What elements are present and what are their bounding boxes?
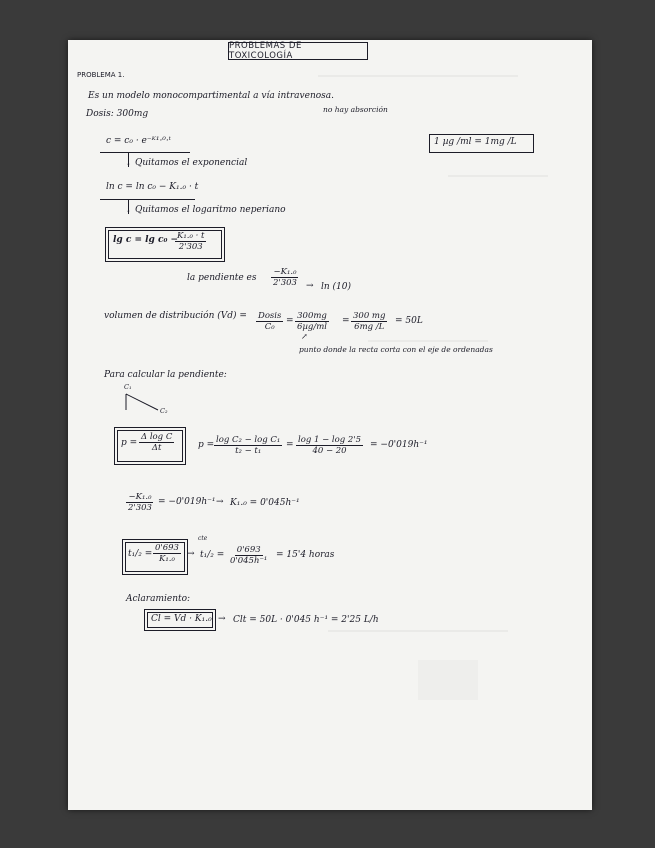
no-absorption-note: no hay absorción xyxy=(323,105,388,114)
slope-ln: ln (10) xyxy=(321,282,352,292)
separator-line xyxy=(100,199,195,200)
arrow-up-icon: ↗ xyxy=(301,332,308,341)
equation-lg-den: 2'303 xyxy=(178,242,203,253)
bleed-through-mark xyxy=(328,630,508,632)
k-fraction xyxy=(126,492,154,513)
step1-text: Quitamos el exponencial xyxy=(135,158,248,168)
vd-num3: 300 mg xyxy=(353,311,386,321)
equals-sign: = xyxy=(286,316,294,326)
page-title: PROBLEMAS DE TOXICOLOGÍA xyxy=(228,42,368,60)
bleed-through-mark xyxy=(418,660,478,700)
half-life-calc-num: 0'693 xyxy=(236,545,261,555)
point-c2-label: C₂ xyxy=(160,407,168,415)
slope-box-fraction xyxy=(139,432,174,453)
vd-den3: 6mg /L xyxy=(354,322,385,333)
constant-label: cte xyxy=(198,535,208,542)
notebook-page xyxy=(68,40,592,810)
vd-fraction-2 xyxy=(295,311,329,332)
point-c1-label: C₁ xyxy=(124,383,132,391)
equation-exponential: c = c₀ · e⁻ᴷ¹·⁰·ᵗ xyxy=(106,136,171,146)
equation-lg-left: lg c = lg c₀ − xyxy=(113,235,179,245)
bleed-through-mark xyxy=(368,340,488,342)
slope-note: la pendiente es xyxy=(187,273,257,283)
slope-values-fraction xyxy=(296,435,363,456)
slope-formula-num: log C₂ − log C₁ xyxy=(216,435,281,445)
slope-formula-left: p = xyxy=(198,440,215,450)
half-life-den: K₁.₀ xyxy=(159,554,175,565)
vd-note: punto donde la recta corta con el eje de ordenadas xyxy=(299,345,493,354)
equation-lg-num: K₁.₀ · t xyxy=(177,231,205,241)
equation-ln: ln c = ln c₀ − K₁.₀ · t xyxy=(106,182,199,192)
clearance-label: Aclaramiento: xyxy=(126,594,191,604)
arrow-right-icon: → xyxy=(306,281,314,291)
slope-values-den: 40 − 20 xyxy=(312,446,347,457)
arrow-right-icon: → xyxy=(216,497,224,507)
vd-num2: 300mg xyxy=(297,311,327,321)
clearance-result: Clt = 50L · 0'045 h⁻¹ = 2'25 L/h xyxy=(233,615,379,625)
dose-text: Dosis: 300mg xyxy=(86,109,149,119)
half-life-left: t₁/₂ = xyxy=(128,549,153,559)
unit-conversion-box xyxy=(429,134,534,153)
half-life-fraction xyxy=(153,543,181,564)
k-num: −K₁.₀ xyxy=(128,492,152,502)
clearance-box-text: Cl = Vd · K₁.₀ xyxy=(151,614,212,624)
arrow-right-icon: → xyxy=(218,614,226,624)
intro-text: Es un modelo monocompartimental a vía intravenosa. xyxy=(88,91,335,101)
k-den: 2'303 xyxy=(128,503,152,514)
arrow-down-icon: ↓ xyxy=(125,158,132,167)
vd-label: volumen de distribución (Vd) = xyxy=(104,311,247,321)
calc-slope-text: Para calcular la pendiente: xyxy=(104,370,227,380)
separator-line xyxy=(100,152,190,153)
slope-values-num: log 1 − log 2'5 xyxy=(298,435,362,445)
arrow-right-icon: → xyxy=(187,549,195,559)
equation-lg-fraction xyxy=(175,231,206,252)
arrow-down-icon: ↓ xyxy=(125,205,132,214)
k-result: K₁.₀ = 0'045h⁻¹ xyxy=(230,498,300,508)
bleed-through-mark xyxy=(318,75,518,77)
step2-text: Quitamos el logaritmo neperiano xyxy=(135,205,286,215)
unit-conversion-text: 1 µg /ml = 1mg /L xyxy=(434,137,517,147)
problem-label: PROBLEMA 1. xyxy=(77,71,125,79)
vd-num1: Dosis xyxy=(258,311,282,321)
vd-result: = 50L xyxy=(395,316,423,326)
half-life-calc-den: 0'045h⁻¹ xyxy=(230,556,268,567)
half-life-num: 0'693 xyxy=(155,543,179,553)
vd-fraction-1 xyxy=(256,311,283,332)
slope-result: = −0'019h⁻¹ xyxy=(370,440,428,450)
vd-den2: 6µg/ml xyxy=(297,322,328,333)
vd-den1: C₀ xyxy=(264,322,275,333)
slope-box-num: Δ log C xyxy=(141,432,173,442)
half-life-result: = 15'4 horas xyxy=(276,550,335,560)
slope-num: −K₁.₀ xyxy=(273,267,297,277)
equals-sign: = xyxy=(286,440,294,450)
slope-den: 2'303 xyxy=(273,278,297,289)
slope-fraction xyxy=(271,267,299,288)
equals-sign: = xyxy=(342,316,350,326)
vd-fraction-3 xyxy=(351,311,387,332)
half-life-calc-left: t₁/₂ = xyxy=(200,550,225,560)
k-equation: = −0'019h⁻¹ xyxy=(158,497,216,507)
slope-box-left: p = xyxy=(121,438,138,448)
half-life-calc-fraction xyxy=(228,545,269,566)
bleed-through-mark xyxy=(448,175,548,177)
clearance-box xyxy=(147,612,213,628)
slope-formula-den: t₂ − t₁ xyxy=(235,446,262,457)
slope-box-den: Δt xyxy=(151,443,162,454)
slope-formula-fraction xyxy=(214,435,282,456)
